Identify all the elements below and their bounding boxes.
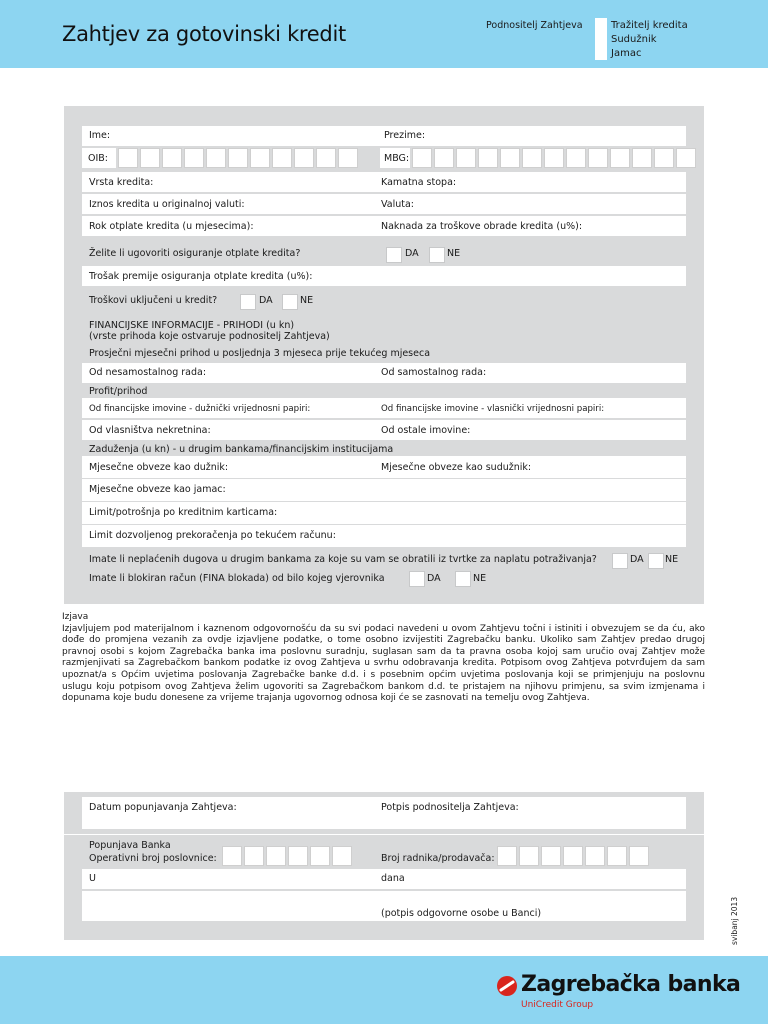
operativni-label: Operativni broj poslovnice: bbox=[89, 853, 217, 864]
blokiran-question: Imate li blokiran račun (FINA blokada) od bilo kojeg vjerovnika bbox=[89, 573, 385, 584]
mbg-label: MBG: bbox=[384, 153, 410, 164]
blokiran-da-label: DA bbox=[427, 573, 441, 584]
zaba-logo-icon bbox=[496, 975, 518, 997]
kamatna-label: Kamatna stopa: bbox=[381, 177, 457, 188]
zaduzenja-label: Zaduženja (u kn) - u drugim bankama/financijskim institucijama bbox=[89, 444, 394, 455]
prosjecni-prihod-label: Prosječni mjesečni prihod u posljednja 3 mjeseca prije tekućeg mjeseca bbox=[89, 348, 431, 359]
mbg-digit-boxes[interactable] bbox=[412, 148, 696, 168]
ostale-label: Od ostale imovine: bbox=[381, 425, 471, 436]
troskovi-da-label: DA bbox=[259, 295, 273, 306]
osiguranje-da-label: DA bbox=[405, 248, 419, 259]
popunjava-label: Popunjava Banka bbox=[89, 840, 171, 851]
oib-label: OIB: bbox=[88, 153, 108, 164]
nekretnina-label: Od vlasništva nekretnina: bbox=[89, 425, 211, 436]
samostalnog-label: Od samostalnog rada: bbox=[381, 367, 487, 378]
prezime-label: Prezime: bbox=[384, 130, 426, 141]
trosak-premije-label: Trošak premije osiguranja otplate kredita (u%): bbox=[89, 271, 313, 282]
potpis-label: Potpis podnositelja Zahtjeva: bbox=[381, 802, 519, 813]
obveze-duznik-label: Mjesečne obveze kao dužnik: bbox=[89, 462, 229, 473]
neplaceni-dugovi-question: Imate li neplaćenih dugova u drugim bankama za koje su vam se obratili iz tvrtke za naplatu potraživanja? bbox=[89, 554, 597, 565]
dugovi-da-checkbox[interactable] bbox=[612, 553, 628, 569]
limit-kartice-label: Limit/potrošnja po kreditnim karticama: bbox=[89, 507, 278, 518]
obveze-jamac-label: Mjesečne obveze kao jamac: bbox=[89, 484, 226, 495]
dana-label: dana bbox=[381, 873, 405, 884]
profit-label: Profit/prihod bbox=[89, 386, 148, 397]
iznos-label: Iznos kredita u originalnoj valuti: bbox=[89, 199, 245, 210]
applicant-label: Podnositelj Zahtjeva bbox=[486, 20, 583, 31]
blokiran-ne-label: NE bbox=[473, 573, 487, 584]
dugovi-da-label: DA bbox=[630, 554, 644, 565]
role-jamac: Jamac bbox=[611, 48, 642, 59]
obveze-suduznik-label: Mjesečne obveze kao sudužnik: bbox=[381, 462, 532, 473]
ime-label: Ime: bbox=[89, 130, 111, 141]
naknada-label: Naknada za troškove obrade kredita (u%): bbox=[381, 221, 583, 232]
logo-name: Zagrebačka banka bbox=[521, 972, 741, 997]
valuta-label: Valuta: bbox=[381, 199, 414, 210]
rok-label: Rok otplate kredita (u mjesecima): bbox=[89, 221, 254, 232]
role-trazitelj: Tražitelj kredita bbox=[611, 20, 688, 31]
limit-prekoracenja-label: Limit dozvoljenog prekoračenja po tekućem računu: bbox=[89, 530, 336, 541]
oib-digit-boxes[interactable] bbox=[118, 148, 358, 168]
vrsta-label: Vrsta kredita: bbox=[89, 177, 154, 188]
operativni-digit-boxes[interactable] bbox=[222, 846, 352, 866]
u-label: U bbox=[89, 873, 96, 884]
role-checkbox-column[interactable] bbox=[595, 18, 607, 60]
role-suduznik: Sudužnik bbox=[611, 34, 657, 45]
osiguranje-ne-checkbox[interactable] bbox=[429, 247, 445, 263]
dugovi-ne-checkbox[interactable] bbox=[648, 553, 664, 569]
izjava-text: Izjavljujem pod materijalnom i kaznenom odgovornošću da su svi podaci navedeni u ovom Zahtjevu točni i istiniti i obvezujem se da ću, ako dođe do promjena vezanih za ovdje izjavljene podatke, o tome osobno izvijestiti Zagrebačku banku. Ukoliko sam Zahtjev predao drugoj pravnoj osobi s kojom Zagrebačka banka ima poslovnu suradnju, suglasan sam da ta pravna osoba kojoj sam uručio ovaj Zahtjev može razmjenjivati sa Zagrebačkom bankom podatke iz ovog Zahtjeva u svrhu odobravanja kredita. Potpisom ovog Zahtjeva potvrđujem da sam upoznat/a s Općim uvjetima poslovanja Zagrebačke banke d.d. i s posebnim općim uvjetima poslovanja koji se primjenjuju na poslovnu uslugu koju potpisom ovog Zahtjeva želim ugovoriti sa Zagrebačkom bankom d.d. te pristajem na njihovu primjenu, sa svim izmjenama i dopunama koje budu donesene za vrijeme trajanja ugovornog odnosa koji će se zasnovati na temelju ovog Zahtjeva. bbox=[62, 623, 705, 704]
datum-label: Datum popunjavanja Zahtjeva: bbox=[89, 802, 237, 813]
troskovi-ne-checkbox[interactable] bbox=[282, 294, 298, 310]
signature-divider bbox=[64, 834, 704, 835]
form-title: Zahtjev za gotovinski kredit bbox=[62, 22, 346, 46]
fin-info-subtitle: (vrste prihoda koje ostvaruje podnositelj Zahtjeva) bbox=[89, 331, 330, 342]
troskovi-ukljuceni-question: Troškovi uključeni u kredit? bbox=[89, 295, 218, 306]
fin-info-title: FINANCIJSKE INFORMACIJE - PRIHODI (u kn) bbox=[89, 320, 295, 331]
osiguranje-ne-label: NE bbox=[447, 248, 461, 259]
nesamostalnog-label: Od nesamostalnog rada: bbox=[89, 367, 207, 378]
troskovi-ne-label: NE bbox=[300, 295, 314, 306]
osiguranje-da-checkbox[interactable] bbox=[386, 247, 402, 263]
osiguranje-question: Želite li ugovoriti osiguranje otplate kredita? bbox=[89, 248, 301, 259]
izjava-title: Izjava bbox=[62, 612, 89, 622]
izjava-section bbox=[62, 612, 705, 705]
fin-imovine-vl-label: Od financijske imovine - vlasnički vrijednosni papiri: bbox=[381, 404, 605, 414]
blokiran-ne-checkbox[interactable] bbox=[455, 571, 471, 587]
broj-radnika-digit-boxes[interactable] bbox=[497, 846, 649, 866]
potpis-odgovorne-label: (potpis odgovorne osobe u Banci) bbox=[381, 908, 542, 919]
troskovi-da-checkbox[interactable] bbox=[240, 294, 256, 310]
broj-radnika-label: Broj radnika/prodavača: bbox=[381, 853, 495, 864]
logo-group: UniCredit Group bbox=[521, 1000, 594, 1010]
dugovi-ne-label: NE bbox=[665, 554, 679, 565]
fin-imovine-duz-label: Od financijske imovine - dužnički vrijednosni papiri: bbox=[89, 404, 311, 414]
form-version-note: svibanj 2013 bbox=[730, 896, 739, 945]
blokiran-da-checkbox[interactable] bbox=[409, 571, 425, 587]
role-options bbox=[611, 19, 688, 61]
